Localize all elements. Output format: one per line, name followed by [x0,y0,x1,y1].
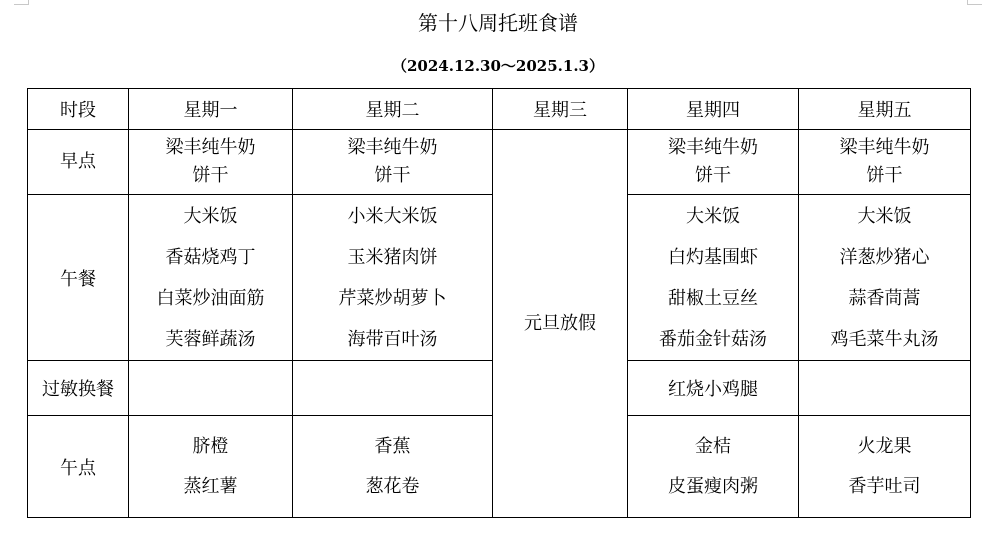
menu-item: 火龙果 [857,435,912,457]
allergy-friday [799,361,971,416]
menu-item: 蒜香茼蒿 [848,287,921,309]
menu-item: 鸡毛菜牛丸汤 [830,328,939,350]
header-wednesday: 星期三 [493,89,628,130]
menu-table [27,88,971,518]
menu-item: 蒸红薯 [183,475,238,497]
holiday-label: 元旦放假 [524,312,596,334]
breakfast-row [28,130,971,195]
lunch-tuesday [293,195,493,361]
menu-item: 小米大米饭 [347,205,438,227]
date-range: （2024.12.30～2025.1.3） [391,57,604,75]
breakfast-thursday [628,130,799,195]
breakfast-friday [799,130,971,195]
menu-item: 大米饭 [183,205,238,227]
menu-item: 梁丰纯牛奶 [668,137,758,158]
header-friday: 星期五 [799,89,971,130]
breakfast-tuesday [293,130,493,195]
header-thursday: 星期四 [628,89,799,130]
menu-item: 梁丰纯牛奶 [165,137,256,158]
menu-item: 芙蓉鲜蔬汤 [165,328,256,350]
snack-monday [129,416,293,518]
menu-item: 金桔 [695,435,731,457]
menu-item: 白菜炒油面筋 [156,287,265,309]
snack-friday [799,416,971,518]
menu-item: 白灼基围虾 [668,246,758,268]
header-monday: 星期一 [129,89,293,130]
snack-label: 午点 [28,416,129,518]
corner-mark-left [14,0,29,5]
menu-item: 洋葱炒猪心 [839,246,930,268]
menu-item: 饼干 [695,165,731,186]
menu-item: 香蕉 [374,435,411,457]
corner-mark-right [967,0,982,5]
menu-item: 葱花卷 [365,475,420,497]
menu-item: 梁丰纯牛奶 [839,137,930,158]
breakfast-label: 早点 [28,130,129,195]
menu-item: 皮蛋瘦肉粥 [668,475,758,497]
menu-item: 香菇烧鸡丁 [165,246,256,268]
snack-tuesday [293,416,493,518]
header-tuesday: 星期二 [293,89,493,130]
menu-item: 芹菜炒胡萝卜 [338,287,447,309]
table-header-row [28,89,971,130]
lunch-label: 午餐 [28,195,129,361]
allergy-tuesday [293,361,493,416]
lunch-monday [129,195,293,361]
lunch-friday [799,195,971,361]
menu-item: 饼干 [866,165,903,186]
menu-item: 玉米猪肉饼 [347,246,438,268]
menu-item: 海带百叶汤 [347,328,438,350]
menu-item: 脐橙 [192,435,229,457]
allergy-thursday: 红烧小鸡腿 [628,361,799,416]
allergy-label: 过敏换餐 [28,361,129,416]
menu-item: 大米饭 [686,205,740,227]
menu-item: 甜椒土豆丝 [668,287,758,309]
lunch-thursday [628,195,799,361]
menu-item: 梁丰纯牛奶 [347,137,438,158]
menu-item: 香芋吐司 [848,475,921,497]
breakfast-monday [129,130,293,195]
menu-item: 饼干 [192,165,229,186]
page-title: 第十八周托班食谱 [418,11,578,35]
allergy-monday [129,361,293,416]
snack-thursday [628,416,799,518]
menu-item: 大米饭 [857,205,912,227]
menu-item: 饼干 [374,165,411,186]
menu-item: 番茄金针菇汤 [659,328,767,350]
holiday-cell [493,130,628,518]
header-period: 时段 [28,89,129,130]
